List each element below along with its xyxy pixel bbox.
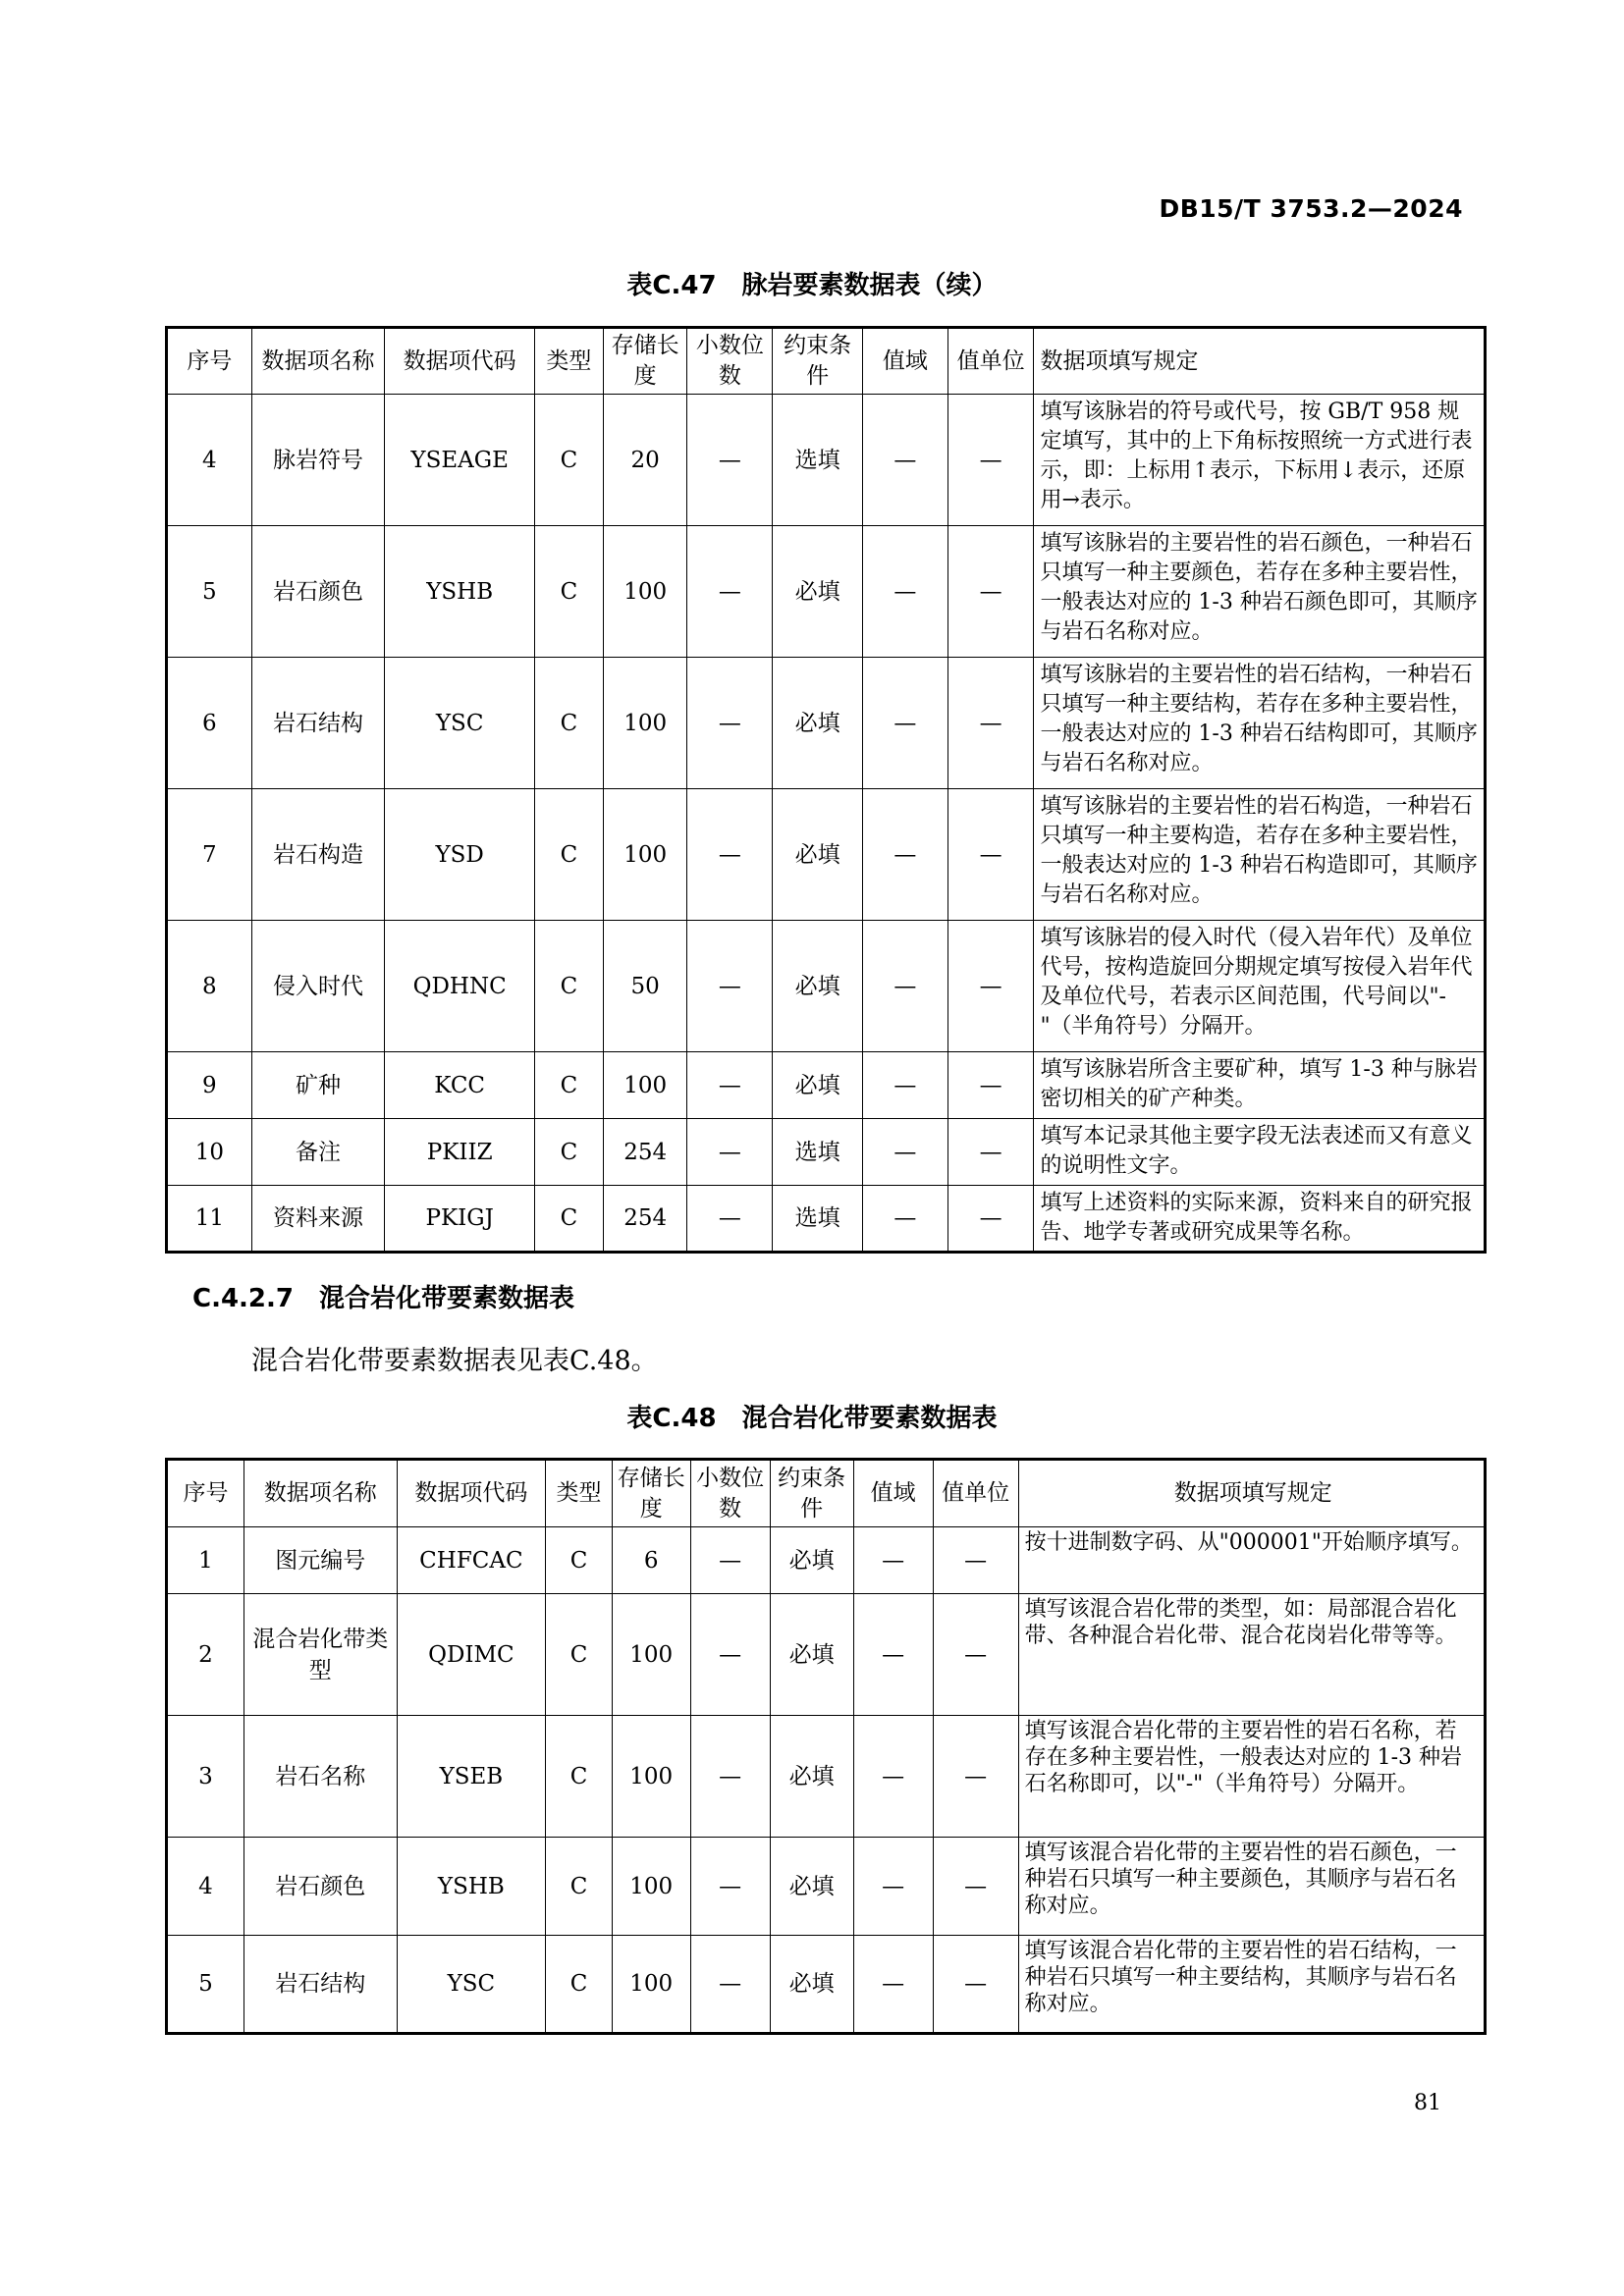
cell-decimals: — <box>687 921 773 1052</box>
cell-decimals: — <box>687 1186 773 1253</box>
section-heading: C.4.2.7 混合岩化带要素数据表 <box>192 1284 574 1313</box>
cell-value-domain: — <box>853 1936 933 2034</box>
col-header-decimals: 小数位数 <box>687 328 773 395</box>
cell-decimals: — <box>687 395 773 526</box>
cell-fill-rule: 填写该脉岩的主要岩性的岩石结构，一种岩石只填写一种主要结构，若存在多种主要岩性，一般表达对应的 1-3 种岩石结构即可，其顺序与岩石名称对应。 <box>1034 658 1486 789</box>
cell-index: 5 <box>167 526 252 658</box>
cell-item-name: 侵入时代 <box>251 921 385 1052</box>
cell-fill-rule: 填写该脉岩所含主要矿种，填写 1-3 种与脉岩密切相关的矿产种类。 <box>1034 1052 1486 1119</box>
cell-storage-length: 100 <box>603 1052 687 1119</box>
cell-item-code: QDIMC <box>397 1594 546 1716</box>
cell-type: C <box>534 921 603 1052</box>
cell-item-code: CHFCAC <box>397 1527 546 1594</box>
table-row <box>167 1527 1486 1594</box>
cell-value-unit: — <box>947 789 1034 921</box>
cell-index: 8 <box>167 921 252 1052</box>
cell-fill-rule: 填写上述资料的实际来源，资料来自的研究报告、地学专著或研究成果等名称。 <box>1034 1186 1486 1253</box>
col-header-type: 类型 <box>546 1460 613 1527</box>
cell-value-unit: — <box>947 658 1034 789</box>
cell-item-name: 岩石结构 <box>244 1936 397 2034</box>
col-header-fill-rule: 数据项填写规定 <box>1018 1460 1485 1527</box>
cell-item-code: PKIIZ <box>385 1119 534 1186</box>
cell-value-unit: — <box>933 1527 1018 1594</box>
col-header-item-code: 数据项代码 <box>397 1460 546 1527</box>
cell-value-unit: — <box>947 1119 1034 1186</box>
cell-fill-rule: 填写该脉岩的侵入时代（侵入岩年代）及单位代号，按构造旋回分期规定填写按侵入岩年代及单位代号，若表示区间范围，代号间以"-"（半角符号）分隔开。 <box>1034 921 1486 1052</box>
cell-decimals: — <box>687 658 773 789</box>
col-header-constraint: 约束条件 <box>773 328 863 395</box>
cell-value-unit: — <box>933 1936 1018 2034</box>
cell-constraint: 必填 <box>770 1716 853 1838</box>
cell-item-code: YSEB <box>397 1716 546 1838</box>
cell-value-unit: — <box>933 1594 1018 1716</box>
col-header-value-unit: 值单位 <box>933 1460 1018 1527</box>
cell-type: C <box>534 789 603 921</box>
cell-constraint: 选填 <box>773 1186 863 1253</box>
cell-decimals: — <box>690 1527 770 1594</box>
table-header-row <box>167 1460 1486 1527</box>
cell-constraint: 必填 <box>773 526 863 658</box>
cell-item-name: 岩石名称 <box>244 1716 397 1838</box>
cell-value-unit: — <box>947 526 1034 658</box>
cell-item-name: 矿种 <box>251 1052 385 1119</box>
cell-index: 4 <box>167 1838 244 1936</box>
cell-fill-rule: 填写该混合岩化带的类型，如：局部混合岩化带、各种混合岩化带、混合花岗岩化带等等。 <box>1018 1594 1485 1716</box>
cell-item-code: KCC <box>385 1052 534 1119</box>
cell-value-unit: — <box>947 1186 1034 1253</box>
cell-decimals: — <box>690 1838 770 1936</box>
cell-item-name: 备注 <box>251 1119 385 1186</box>
cell-fill-rule: 填写该混合岩化带的主要岩性的岩石名称，若存在多种主要岩性，一般表达对应的 1-3 种岩石名称即可，以"-"（半角符号）分隔开。 <box>1018 1716 1485 1838</box>
cell-item-code: YSC <box>385 658 534 789</box>
cell-constraint: 必填 <box>770 1936 853 2034</box>
cell-index: 5 <box>167 1936 244 2034</box>
cell-value-domain: — <box>863 658 948 789</box>
cell-constraint: 必填 <box>773 1052 863 1119</box>
table-row <box>167 1936 1486 2034</box>
cell-constraint: 必填 <box>770 1838 853 1936</box>
table-row <box>167 395 1486 526</box>
table-row <box>167 1186 1486 1253</box>
cell-storage-length: 100 <box>612 1594 690 1716</box>
cell-value-domain: — <box>863 1119 948 1186</box>
cell-constraint: 选填 <box>773 395 863 526</box>
col-header-value-unit: 值单位 <box>947 328 1034 395</box>
cell-item-name: 脉岩符号 <box>251 395 385 526</box>
cell-value-unit: — <box>947 1052 1034 1119</box>
cell-item-name: 岩石结构 <box>251 658 385 789</box>
cell-value-domain: — <box>863 1052 948 1119</box>
cell-index: 3 <box>167 1716 244 1838</box>
cell-constraint: 必填 <box>773 921 863 1052</box>
cell-type: C <box>546 1838 613 1936</box>
table-row <box>167 1716 1486 1838</box>
cell-type: C <box>546 1527 613 1594</box>
col-header-storage-length: 存储长度 <box>612 1460 690 1527</box>
cell-item-code: YSHB <box>397 1838 546 1936</box>
cell-decimals: — <box>687 789 773 921</box>
col-header-item-code: 数据项代码 <box>385 328 534 395</box>
cell-constraint: 必填 <box>773 658 863 789</box>
table-row <box>167 1052 1486 1119</box>
col-header-item-name: 数据项名称 <box>244 1460 397 1527</box>
col-header-value-domain: 值域 <box>853 1460 933 1527</box>
cell-index: 10 <box>167 1119 252 1186</box>
cell-fill-rule: 填写该脉岩的主要岩性的岩石构造，一种岩石只填写一种主要构造，若存在多种主要岩性，一般表达对应的 1-3 种岩石构造即可，其顺序与岩石名称对应。 <box>1034 789 1486 921</box>
cell-index: 6 <box>167 658 252 789</box>
cell-value-domain: — <box>853 1527 933 1594</box>
cell-item-name: 混合岩化带类型 <box>244 1594 397 1716</box>
col-header-fill-rule: 数据项填写规定 <box>1034 328 1486 395</box>
cell-fill-rule: 填写该混合岩化带的主要岩性的岩石颜色，一种岩石只填写一种主要颜色，其顺序与岩石名称对应。 <box>1018 1838 1485 1936</box>
cell-value-domain: — <box>863 395 948 526</box>
cell-type: C <box>534 1052 603 1119</box>
cell-value-unit: — <box>933 1716 1018 1838</box>
cell-storage-length: 20 <box>603 395 687 526</box>
cell-fill-rule: 填写本记录其他主要字段无法表述而又有意义的说明性文字。 <box>1034 1119 1486 1186</box>
section-paragraph: 混合岩化带要素数据表见表C.48。 <box>251 1346 658 1376</box>
cell-constraint: 选填 <box>773 1119 863 1186</box>
col-header-index: 序号 <box>167 328 252 395</box>
cell-value-domain: — <box>863 789 948 921</box>
cell-value-domain: — <box>853 1594 933 1716</box>
cell-decimals: — <box>690 1716 770 1838</box>
cell-item-name: 图元编号 <box>244 1527 397 1594</box>
cell-storage-length: 254 <box>603 1119 687 1186</box>
cell-storage-length: 100 <box>603 658 687 789</box>
cell-type: C <box>534 526 603 658</box>
cell-type: C <box>546 1936 613 2034</box>
cell-item-code: YSEAGE <box>385 395 534 526</box>
cell-storage-length: 100 <box>603 526 687 658</box>
table-row <box>167 526 1486 658</box>
cell-storage-length: 100 <box>612 1936 690 2034</box>
table-row <box>167 1594 1486 1716</box>
cell-type: C <box>534 1186 603 1253</box>
col-header-item-name: 数据项名称 <box>251 328 385 395</box>
cell-value-unit: — <box>933 1838 1018 1936</box>
table-row <box>167 789 1486 921</box>
cell-index: 1 <box>167 1527 244 1594</box>
cell-index: 9 <box>167 1052 252 1119</box>
col-header-type: 类型 <box>534 328 603 395</box>
cell-decimals: — <box>687 1052 773 1119</box>
cell-fill-rule: 填写该脉岩的主要岩性的岩石颜色，一种岩石只填写一种主要颜色，若存在多种主要岩性，一般表达对应的 1-3 种岩石颜色即可，其顺序与岩石名称对应。 <box>1034 526 1486 658</box>
table-header-row <box>167 328 1486 395</box>
cell-storage-length: 100 <box>612 1716 690 1838</box>
cell-decimals: — <box>690 1936 770 2034</box>
table-47-caption: 表C.47 脉岩要素数据表（续） <box>626 271 998 300</box>
col-header-index: 序号 <box>167 1460 244 1527</box>
cell-item-code: YSHB <box>385 526 534 658</box>
table-row <box>167 921 1486 1052</box>
cell-storage-length: 50 <box>603 921 687 1052</box>
cell-value-unit: — <box>947 395 1034 526</box>
page-number: 81 <box>1414 2091 1441 2115</box>
cell-value-domain: — <box>863 921 948 1052</box>
cell-storage-length: 100 <box>603 789 687 921</box>
cell-fill-rule: 填写该混合岩化带的主要岩性的岩石结构，一种岩石只填写一种主要结构，其顺序与岩石名称对应。 <box>1018 1936 1485 2034</box>
cell-type: C <box>546 1594 613 1716</box>
cell-fill-rule: 按十进制数字码、从"000001"开始顺序填写。 <box>1018 1527 1485 1594</box>
cell-fill-rule: 填写该脉岩的符号或代号，按 GB/T 958 规定填写，其中的上下角标按照统一方式进行表示，即：上标用↑表示，下标用↓表示，还原用→表示。 <box>1034 395 1486 526</box>
table-row <box>167 1838 1486 1936</box>
cell-value-domain: — <box>853 1716 933 1838</box>
cell-index: 4 <box>167 395 252 526</box>
cell-decimals: — <box>687 526 773 658</box>
cell-value-domain: — <box>853 1838 933 1936</box>
cell-storage-length: 100 <box>612 1838 690 1936</box>
col-header-constraint: 约束条件 <box>770 1460 853 1527</box>
cell-index: 11 <box>167 1186 252 1253</box>
cell-item-name: 资料来源 <box>251 1186 385 1253</box>
cell-type: C <box>546 1716 613 1838</box>
cell-type: C <box>534 1119 603 1186</box>
cell-item-name: 岩石构造 <box>251 789 385 921</box>
table-48-caption: 表C.48 混合岩化带要素数据表 <box>626 1404 998 1433</box>
table-48 <box>165 1458 1487 2035</box>
cell-value-domain: — <box>863 526 948 658</box>
cell-decimals: — <box>690 1594 770 1716</box>
table-row <box>167 1119 1486 1186</box>
col-header-decimals: 小数位数 <box>690 1460 770 1527</box>
cell-decimals: — <box>687 1119 773 1186</box>
table-47 <box>165 326 1487 1254</box>
cell-constraint: 必填 <box>770 1594 853 1716</box>
cell-item-code: YSD <box>385 789 534 921</box>
document-code: DB15/T 3753.2—2024 <box>1159 194 1463 223</box>
cell-item-name: 岩石颜色 <box>251 526 385 658</box>
col-header-storage-length: 存储长度 <box>603 328 687 395</box>
cell-item-code: QDHNC <box>385 921 534 1052</box>
cell-storage-length: 6 <box>612 1527 690 1594</box>
cell-type: C <box>534 658 603 789</box>
cell-item-code: YSC <box>397 1936 546 2034</box>
cell-item-code: PKIGJ <box>385 1186 534 1253</box>
cell-constraint: 必填 <box>770 1527 853 1594</box>
cell-index: 2 <box>167 1594 244 1716</box>
cell-index: 7 <box>167 789 252 921</box>
table-row <box>167 658 1486 789</box>
cell-value-domain: — <box>863 1186 948 1253</box>
cell-type: C <box>534 395 603 526</box>
cell-constraint: 必填 <box>773 789 863 921</box>
cell-storage-length: 254 <box>603 1186 687 1253</box>
cell-value-unit: — <box>947 921 1034 1052</box>
cell-item-name: 岩石颜色 <box>244 1838 397 1936</box>
col-header-value-domain: 值域 <box>863 328 948 395</box>
